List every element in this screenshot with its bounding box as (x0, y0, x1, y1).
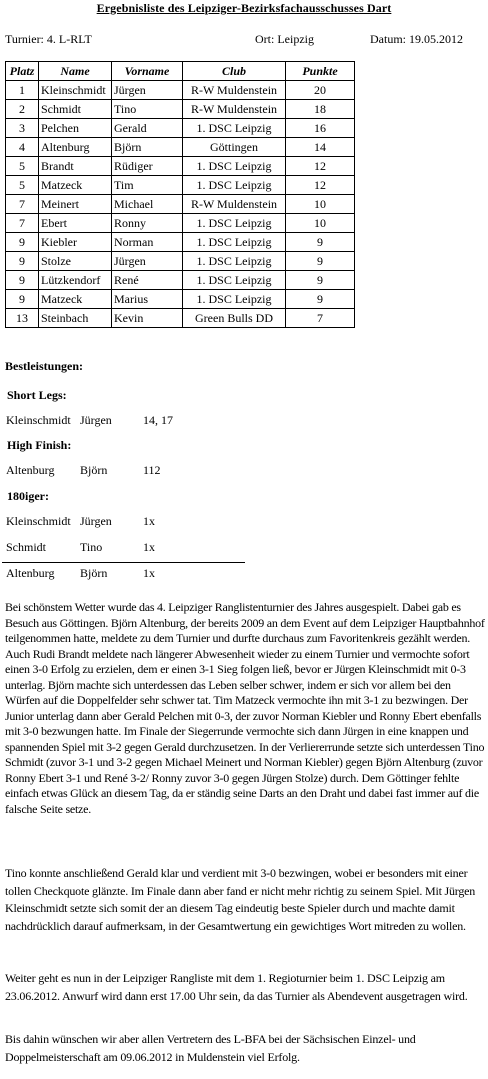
cell-platz: 2 (6, 100, 39, 119)
best-value: 1x (143, 540, 155, 554)
cell-platz: 5 (6, 176, 39, 195)
cell-punkte: 12 (286, 176, 355, 195)
cell-name: Altenburg (39, 138, 112, 157)
cell-platz: 1 (6, 81, 39, 100)
cell-punkte: 7 (286, 309, 355, 328)
cell-platz: 9 (6, 271, 39, 290)
best-vorname: Björn (80, 566, 108, 580)
cell-platz: 9 (6, 233, 39, 252)
cell-club: 1. DSC Leipzig (183, 176, 286, 195)
cell-name: Ebert (39, 214, 112, 233)
cell-punkte: 18 (286, 100, 355, 119)
table-row (6, 195, 355, 214)
cell-club: 1. DSC Leipzig (183, 271, 286, 290)
table-row (6, 119, 355, 138)
best-row (5, 514, 245, 532)
cell-platz: 9 (6, 252, 39, 271)
table-row (6, 138, 355, 157)
high-finish-title: High Finish: (7, 438, 72, 452)
best-value: 112 (143, 463, 161, 477)
cell-vorname: Ronny (112, 214, 183, 233)
cell-club: 1. DSC Leipzig (183, 157, 286, 176)
page-title: Ergebnisliste des Leipziger-Bezirksfachausschusses Dart (96, 1, 392, 15)
cell-name: Kleinschmidt (39, 81, 112, 100)
cell-name: Kiebler (39, 233, 112, 252)
best-name: Schmidt (6, 540, 47, 554)
best-name: Kleinschmidt (6, 514, 71, 528)
cell-punkte: 20 (286, 81, 355, 100)
best-vorname: Jürgen (80, 413, 112, 427)
best-vorname: Tino (80, 540, 103, 554)
cell-vorname: Jürgen (112, 252, 183, 271)
cell-vorname: Norman (112, 233, 183, 252)
cell-vorname: Tino (112, 100, 183, 119)
cell-platz: 4 (6, 138, 39, 157)
table-row (6, 157, 355, 176)
cell-platz: 7 (6, 195, 39, 214)
report-paragraph: Bis dahin wünschen wir aber allen Vertretern des L-BFA bei der Sächsischen Einzel- und Doppelmeisterschaft am 09.06.2012 in Muldenstein viel Erfolg. (5, 1032, 416, 1064)
cell-platz: 9 (6, 290, 39, 309)
best-vorname: Jürgen (80, 514, 112, 528)
cell-club: Green Bulls DD (183, 309, 286, 328)
report-paragraph: Tino konnte anschließend Gerald klar und verdient mit 3-0 bezwingen, wobei er besonders mit einer tollen Checkquote glänzte. Im Finale dann aber fand er nicht mehr richtig zu seinem Spiel. Mit Jürgen Kleinschmidt setzte sich somit der an diesem Tag eindeutig beste Spieler durch und machte damit nachdrücklich darauf aufmerksam, in der Gesamtwertung ein gewichtiges Wort mitreden zu wollen. (5, 866, 476, 933)
cell-name: Brandt (39, 157, 112, 176)
cell-name: Meinert (39, 195, 112, 214)
cell-punkte: 12 (286, 157, 355, 176)
divider (2, 562, 245, 563)
cell-name: Stolze (39, 252, 112, 271)
best-title: Bestleistungen: (5, 359, 83, 373)
cell-vorname: Kevin (112, 309, 183, 328)
cell-punkte: 10 (286, 214, 355, 233)
best-name: Kleinschmidt (6, 413, 71, 427)
table-row (6, 176, 355, 195)
cell-club: Göttingen (183, 138, 286, 157)
cell-punkte: 16 (286, 119, 355, 138)
cell-name: Pelchen (39, 119, 112, 138)
best-row (5, 540, 245, 558)
col-name: Name (39, 62, 112, 81)
best-value: 14, 17 (143, 413, 173, 427)
col-punkte: Punkte (286, 62, 355, 81)
table-row (6, 271, 355, 290)
cell-club: R-W Muldenstein (183, 100, 286, 119)
cell-punkte: 14 (286, 138, 355, 157)
cell-vorname: Tim (112, 176, 183, 195)
cell-club: 1. DSC Leipzig (183, 233, 286, 252)
best-value: 1x (143, 566, 155, 580)
best-name: Altenburg (6, 463, 55, 477)
report-paragraph: Weiter geht es nun in der Leipziger Rangliste mit dem 1. Regioturnier beim 1. DSC Leipzig am 23.06.2012. Anwurf wird dann erst 17.00 Uhr sein, da das Turnier als Abendevent ausgetragen wird. (5, 971, 468, 1003)
cell-name: Steinbach (39, 309, 112, 328)
best-name: Altenburg (6, 566, 55, 580)
cell-vorname: Björn (112, 138, 183, 157)
table-row (6, 309, 355, 328)
cell-punkte: 9 (286, 233, 355, 252)
table-row (6, 252, 355, 271)
cell-platz: 3 (6, 119, 39, 138)
best-row (5, 566, 245, 584)
cell-vorname: Marius (112, 290, 183, 309)
cell-vorname: Jürgen (112, 81, 183, 100)
cell-punkte: 9 (286, 271, 355, 290)
cell-club: R-W Muldenstein (183, 81, 286, 100)
best-row (5, 463, 245, 481)
cell-club: 1. DSC Leipzig (183, 252, 286, 271)
cell-name: Matzeck (39, 290, 112, 309)
col-vorname: Vorname (112, 62, 183, 81)
cell-punkte: 9 (286, 252, 355, 271)
results-table (5, 61, 355, 328)
cell-club: 1. DSC Leipzig (183, 214, 286, 233)
table-header-row (6, 62, 355, 81)
t180-title: 180iger: (7, 489, 49, 503)
cell-punkte: 10 (286, 195, 355, 214)
table-row (6, 290, 355, 309)
report-paragraph: Bei schönstem Wetter wurde das 4. Leipziger Ranglistenturnier des Jahres ausgespielt. Dabei gab es Besuch aus Göttingen. Björn Altenburg, der bereits 2009 an dem Event auf dem Leipziger Hauptbahnhof teilgenommen hatte, meldete zu dem Turnier und durfte durchaus zum Favoritenkreis gezählt werden. Auch Rudi Brandt meldete nach längerer Abwesenheit wieder zu einem Turnier und vermochte sofort einen 3-0 Erfolg zu erzielen, dem er einen 3-1 Sieg folgen ließ, bevor er Jürgen Kleinschmidt mit 0-3 unterlag. Björn machte sich unterdessen das Leben selber schwer, indem er sich vor allem bei den Würfen auf die Doppelfelder sehr schwer tat. Tim Matzeck vermochte ihn mit 3-1 zu bezwingen. Der Junior unterlag dann aber Gerald Pelchen mit 0-3, der zuvor Norman Kiebler und Ronny Ebert ebenfalls mit 3-0 bezwungen hatte. Im Finale der Siegerrunde vermochte sich dann Jürgen in eine knappen und spannenden Spiel mit 3-2 gegen Gerald durchzusetzen. In der Verliererrunde setzte sich unterdessen Tino Schmidt (zuvor 3-1 und 3-2 gegen Michael Meinert und Norman Kiebler) gegen Björn Altenburg (zuvor Ronny Ebert 3-1 und René 3-2/ Ronny zuvor 3-0 gegen Jürgen Stolze) durch. Dem Göttinger fehlte einfach etwas Glück an diesem Tag, da er ständig seine Darts an den Draht und dabei fast immer auf die falsche Seite setze. (5, 600, 485, 816)
cell-punkte: 9 (286, 290, 355, 309)
cell-name: Matzeck (39, 176, 112, 195)
cell-club: 1. DSC Leipzig (183, 290, 286, 309)
short-legs-title: Short Legs: (7, 388, 67, 402)
cell-vorname: René (112, 271, 183, 290)
table-row (6, 233, 355, 252)
turnier-label: Turnier: 4. L-RLT (5, 32, 92, 46)
cell-platz: 5 (6, 157, 39, 176)
cell-name: Lützkendorf (39, 271, 112, 290)
ort-label: Ort: Leipzig (255, 32, 314, 46)
col-platz: Platz (6, 62, 39, 81)
cell-vorname: Michael (112, 195, 183, 214)
table-row (6, 214, 355, 233)
cell-club: R-W Muldenstein (183, 195, 286, 214)
best-row (5, 413, 245, 431)
table-row (6, 100, 355, 119)
cell-platz: 13 (6, 309, 39, 328)
best-value: 1x (143, 514, 155, 528)
datum-label: Datum: 19.05.2012 (370, 32, 463, 46)
col-club: Club (183, 62, 286, 81)
cell-name: Schmidt (39, 100, 112, 119)
cell-club: 1. DSC Leipzig (183, 119, 286, 138)
cell-vorname: Gerald (112, 119, 183, 138)
table-row (6, 81, 355, 100)
best-vorname: Björn (80, 463, 108, 477)
cell-vorname: Rüdiger (112, 157, 183, 176)
cell-platz: 7 (6, 214, 39, 233)
